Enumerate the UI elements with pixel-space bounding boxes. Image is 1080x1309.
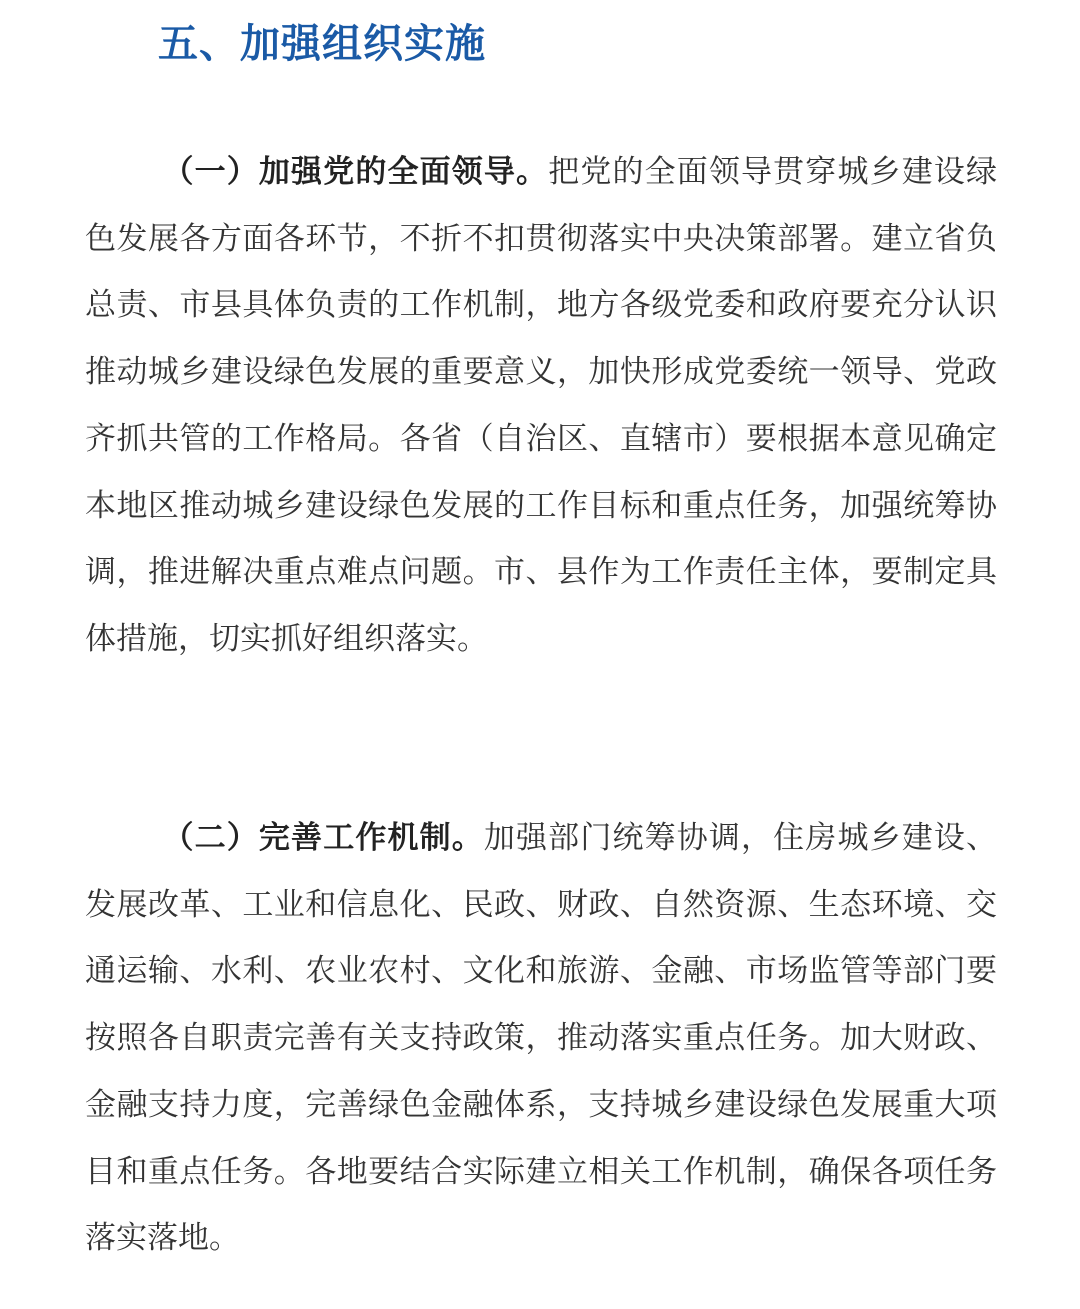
paragraph-party-leadership — [85, 139, 997, 673]
section-title: 五、加强组织实施 — [158, 21, 486, 67]
paragraph-body: 加强部门统筹协调，住房城乡建设、发展改革、工业和信息化、民政、财政、自然资源、生态环境、交通运输、水利、农业农村、文化和旅游、金融、市场监管等部门要按照各自职责完善有关支持政策，推动落实重点任务。加大财政、金融支持力度，完善绿色金融体系，支持城乡建设绿色发展重大项目和重点任务。各地要结合实际建立相关工作机制，确保各项任务落实落地。 — [85, 820, 998, 1257]
paragraph-work-mechanism — [85, 805, 997, 1272]
paragraph-heading: （一）加强党的全面领导。 — [162, 154, 549, 190]
paragraph-heading: （二）完善工作机制。 — [162, 820, 484, 856]
paragraph-body: 把党的全面领导贯穿城乡建设绿色发展各方面各环节，不折不扣贯彻落实中央决策部署。建立省负总责、市县具体负责的工作机制，地方各级党委和政府要充分认识推动城乡建设绿色发展的重要意义，加快形成党委统一领导、党政齐抓共管的工作格局。各省（自治区、直辖市）要根据本意见确定本地区推动城乡建设绿色发展的工作目标和重点任务，加强统筹协调，推进解决重点难点问题。市、县作为工作责任主体，要制定具体措施，切实抓好组织落实。 — [85, 154, 998, 657]
